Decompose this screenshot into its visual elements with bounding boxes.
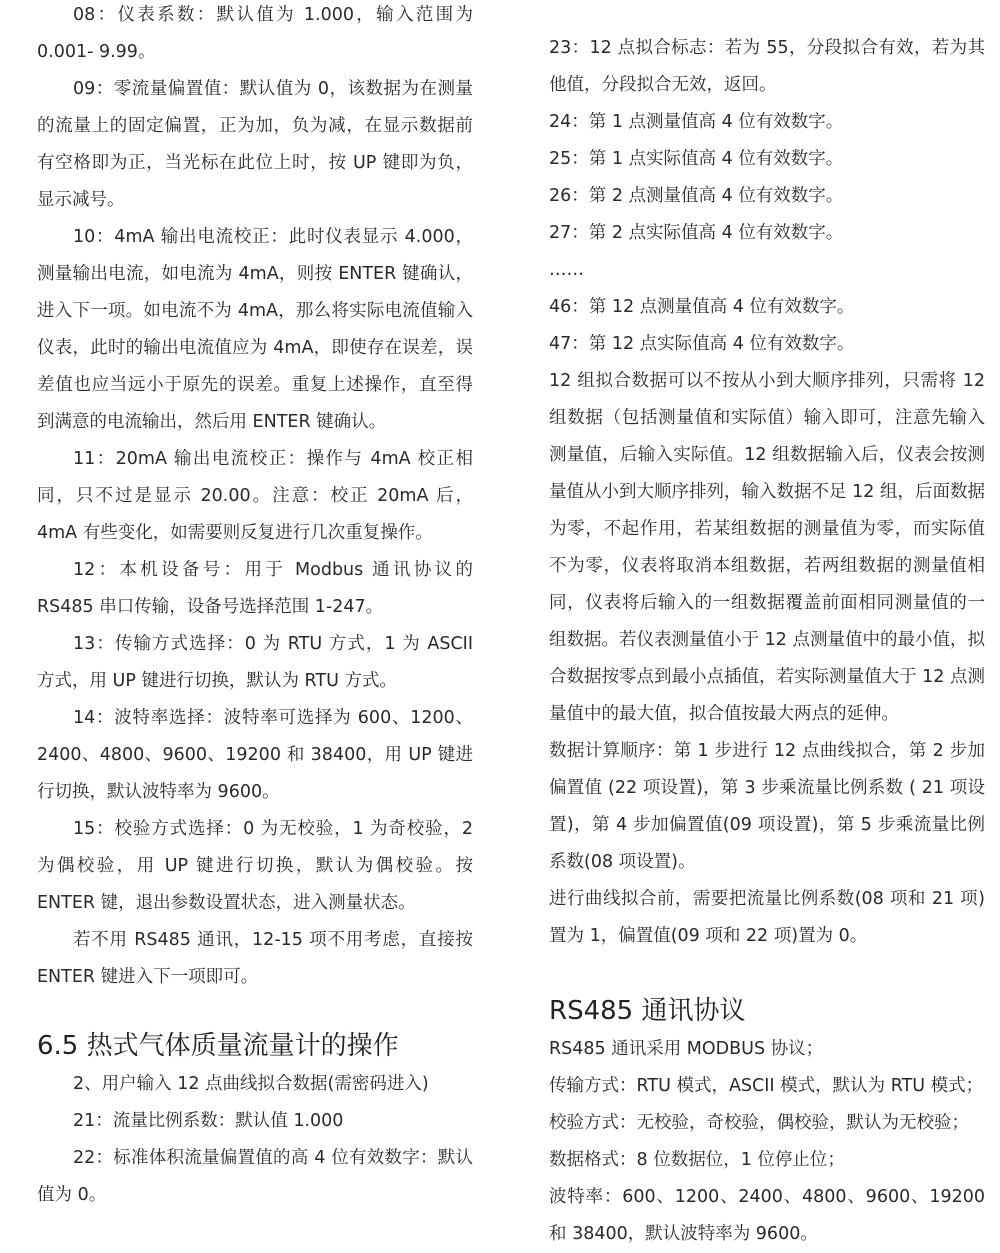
param-11: 11：20mA 输出电流校正：操作与 4mA 校正相同，只不过是显示 20.00。注意：校正 20mA 后，4mA 有些变化，如需要则反复进行几次重复操作。 (37, 449, 473, 543)
param-21: 21：流量比例系数：默认值 1.000 (73, 1111, 344, 1131)
section-heading-6-5: 6.5 热式气体质量流量计的操作 (37, 1031, 399, 1061)
param-24: 24：第 1 点测量值高 4 位有效数字。 (549, 112, 844, 132)
param-13: 13：传输方式选择：0 为 RTU 方式，1 为 ASCII 方式，用 UP 键进行切换，默认为 RTU 方式。 (37, 634, 473, 691)
rs485-note: 若不用 RS485 通讯，12-15 项不用考虑，直接按 ENTER 键进入下一项即可。 (37, 930, 473, 987)
param-22: 22：标准体积流量偏置值的高 4 位有效数字：默认值为 0。 (37, 1148, 473, 1205)
rs485-protocol: RS485 通讯采用 MODBUS 协议； (549, 1039, 824, 1059)
param-46: 46：第 12 点测量值高 4 位有效数字。 (549, 297, 855, 317)
calc-order: 数据计算顺序：第 1 步进行 12 点曲线拟合，第 2 步加偏置值 (22 项设置)，第 3 步乘流量比例系数 ( 21 项设置)，第 4 步加偏置值(09 项设置)，第 5 步乘流量比例系数(08 项设置)。 (549, 741, 985, 872)
rs485-transfer-mode: 传输方式：RTU 模式，ASCII 模式，默认为 RTU 模式； (549, 1076, 984, 1096)
param-27: 27：第 2 点实际值高 4 位有效数字。 (549, 223, 844, 243)
section-heading-rs485: RS485 通讯协议 (549, 996, 746, 1026)
param-10: 10：4mA 输出电流校正：此时仪表显示 4.000，测量输出电流，如电流为 4mA，则按 ENTER 键确认，进入下一项。如电流不为 4mA，那么将实际电流值输入仪表，此时的输出电流值应为 4mA，即使存在误差，误差值也应当远小于原先的误差。重复上述操作，直至得到满意的电流输出，然后用 ENTER 键确认。 (37, 227, 473, 432)
param-25: 25：第 1 点实际值高 4 位有效数字。 (549, 149, 844, 169)
param-14: 14：波特率选择：波特率可选择为 600、1200、2400、4800、9600、19200 和 38400，用 UP 键进行切换，默认波特率为 9600。 (37, 708, 473, 802)
param-23: 23：12 点拟合标志：若为 55，分段拟合有效，若为其他值，分段拟合无效，返回。 (549, 38, 985, 95)
fit-data-note: 12 组拟合数据可以不按从小到大顺序排列，只需将 12 组数据（包括测量值和实际值）输入即可，注意先输入测量值，后输入实际值。12 组数据输入后，仪表会按测量值从小到大顺序排列，输入数据不足 12 组，后面数据为零，不起作用，若某组数据的测量值为零，而实际值不为零，仪表将取消本组数据，若两组数据的测量值相同，仪表将后输入的一组数据覆盖前面相同测量值的一组数据。若仪表测量值小于 12 点测量值中的最小值，拟合数据按零点到最小点插值，若实际测量值大于 12 点测量值中的最大值，拟合值按最大两点的延伸。 (549, 371, 985, 724)
param-09: 09：零流量偏置值：默认值为 0，该数据为在测量的流量上的固定偏置，正为加，负为减，在显示数据前有空格即为正，当光标在此位上时，按 UP 键即为负，显示减号。 (37, 79, 473, 210)
param-47: 47：第 12 点实际值高 4 位有效数字。 (549, 334, 855, 354)
param-15: 15：校验方式选择：0 为无校验，1 为奇校验，2 为偶校验，用 UP 键进行切换，默认为偶校验。按 ENTER 键，退出参数设置状态，进入测量状态。 (37, 819, 473, 913)
ellipsis: …… (549, 260, 584, 280)
param-08: 08：仪表系数：默认值为 1.000，输入范围为 0.001- 9.99。 (37, 5, 473, 62)
param-26: 26：第 2 点测量值高 4 位有效数字。 (549, 186, 844, 206)
curve-fit-intro: 2、用户输入 12 点曲线拟合数据(需密码进入) (73, 1074, 429, 1094)
rs485-data-format: 数据格式：8 位数据位，1 位停止位； (549, 1150, 845, 1170)
pre-fit-note: 进行曲线拟合前，需要把流量比例系数(08 项和 21 项)置为 1，偏置值(09 项和 22 项)置为 0。 (549, 889, 985, 946)
right-column (549, 0, 985, 1253)
rs485-baud-rate: 波特率：600、1200、2400、4800、9600、19200 和 38400，默认波特率为 9600。 (549, 1187, 985, 1244)
left-column (37, 0, 473, 1214)
rs485-parity: 校验方式：无校验，奇校验，偶校验，默认为无校验； (549, 1113, 969, 1133)
param-12: 12：本机设备号：用于 Modbus 通讯协议的 RS485 串口传输，设备号选择范围 1-247。 (37, 560, 473, 617)
